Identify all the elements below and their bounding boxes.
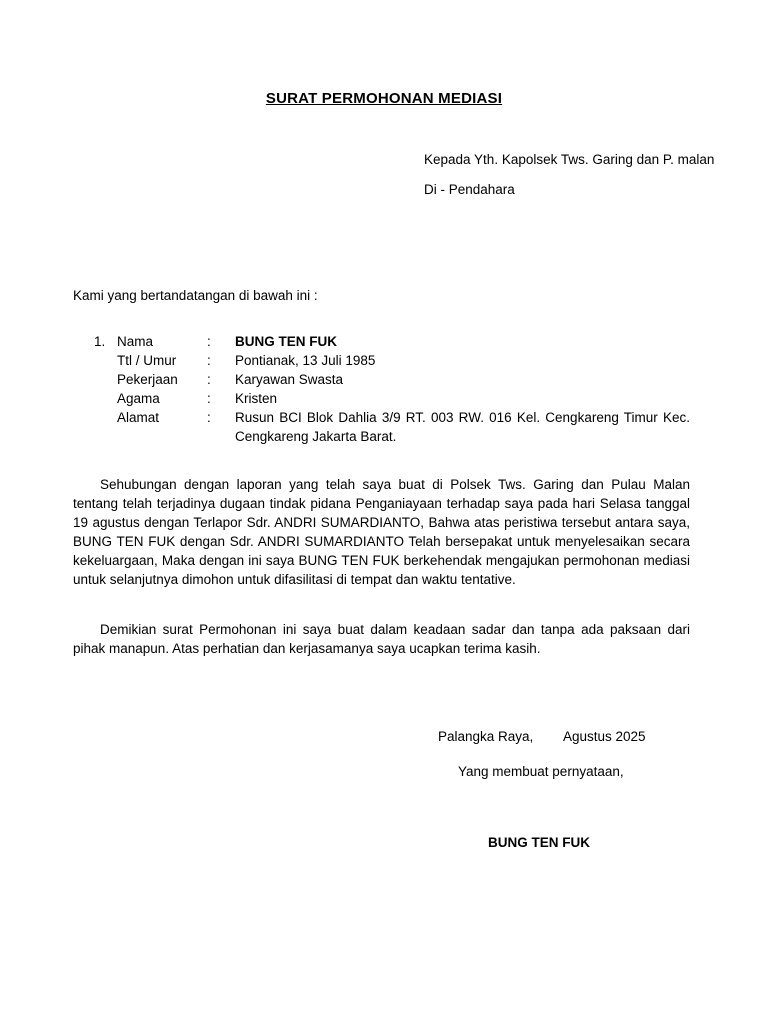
recipient-location: Di - Pendahara bbox=[424, 182, 515, 197]
field-label: Alamat bbox=[117, 410, 160, 425]
field-value: Rusun BCI Blok Dahlia 3/9 RT. 003 RW. 016 Kel. Cengkareng Timur Kec. Cengkareng Jakarta Barat. bbox=[235, 410, 690, 444]
identity-row-religion bbox=[94, 389, 690, 408]
signer-name: BUNG TEN FUK bbox=[488, 835, 590, 850]
field-value: Kristen bbox=[235, 391, 278, 406]
recipient-line: Kepada Yth. Kapolsek Tws. Garing dan P. malan bbox=[424, 152, 715, 167]
place-date bbox=[438, 727, 646, 746]
closing-paragraph: Demikian surat Permohonan ini saya buat dalam keadaan sadar dan tanpa ada paksaan dari pihak manapun. Atas perhatian dan kerjasamanya saya ucapkan terima kasih. bbox=[73, 622, 690, 656]
field-value: BUNG TEN FUK bbox=[235, 334, 337, 349]
field-label: Nama bbox=[117, 334, 154, 349]
field-colon: : bbox=[207, 410, 211, 425]
identity-row-name bbox=[94, 332, 690, 351]
field-colon: : bbox=[207, 353, 211, 368]
intro-text: Kami yang bertandatangan di bawah ini : bbox=[73, 288, 318, 303]
identity-block bbox=[94, 332, 690, 446]
field-label: Ttl / Umur bbox=[117, 353, 177, 368]
field-value: Pontianak, 13 Juli 1985 bbox=[235, 353, 376, 368]
date-text: Agustus 2025 bbox=[563, 729, 646, 744]
maker-label: Yang membuat pernyataan, bbox=[458, 764, 624, 779]
identity-row-occupation bbox=[94, 370, 690, 389]
body-paragraph: Sehubungan dengan laporan yang telah saya buat di Polsek Tws. Garing dan Pulau Malan tentang telah terjadinya dugaan tindak pidana Penganiayaan terhadap saya pada hari Selasa tanggal 19 agustus dengan Terlapor Sdr. ANDRI SUMARDIANTO, Bahwa atas peristiwa tersebut antara saya, BUNG TEN FUK dengan Sdr. ANDRI SUMARDIANTO Telah bersepakat untuk menyelesaikan secara kekeluargaan, Maka dengan ini saya BUNG TEN FUK berkehendak mengajukan permohonan mediasi untuk selanjutnya dimohon untuk difasilitasi di tempat dan waktu tentative. bbox=[73, 477, 690, 587]
place-text: Palangka Raya, bbox=[438, 729, 534, 744]
field-colon: : bbox=[207, 334, 211, 349]
identity-row-address bbox=[94, 408, 690, 446]
document-title: SURAT PERMOHONAN MEDIASI bbox=[265, 90, 503, 107]
identity-row-birth bbox=[94, 351, 690, 370]
list-number: 1. bbox=[94, 334, 106, 349]
field-colon: : bbox=[207, 391, 211, 406]
field-label: Pekerjaan bbox=[117, 372, 178, 387]
field-value: Karyawan Swasta bbox=[235, 372, 344, 387]
field-label: Agama bbox=[117, 391, 160, 406]
field-colon: : bbox=[207, 372, 211, 387]
